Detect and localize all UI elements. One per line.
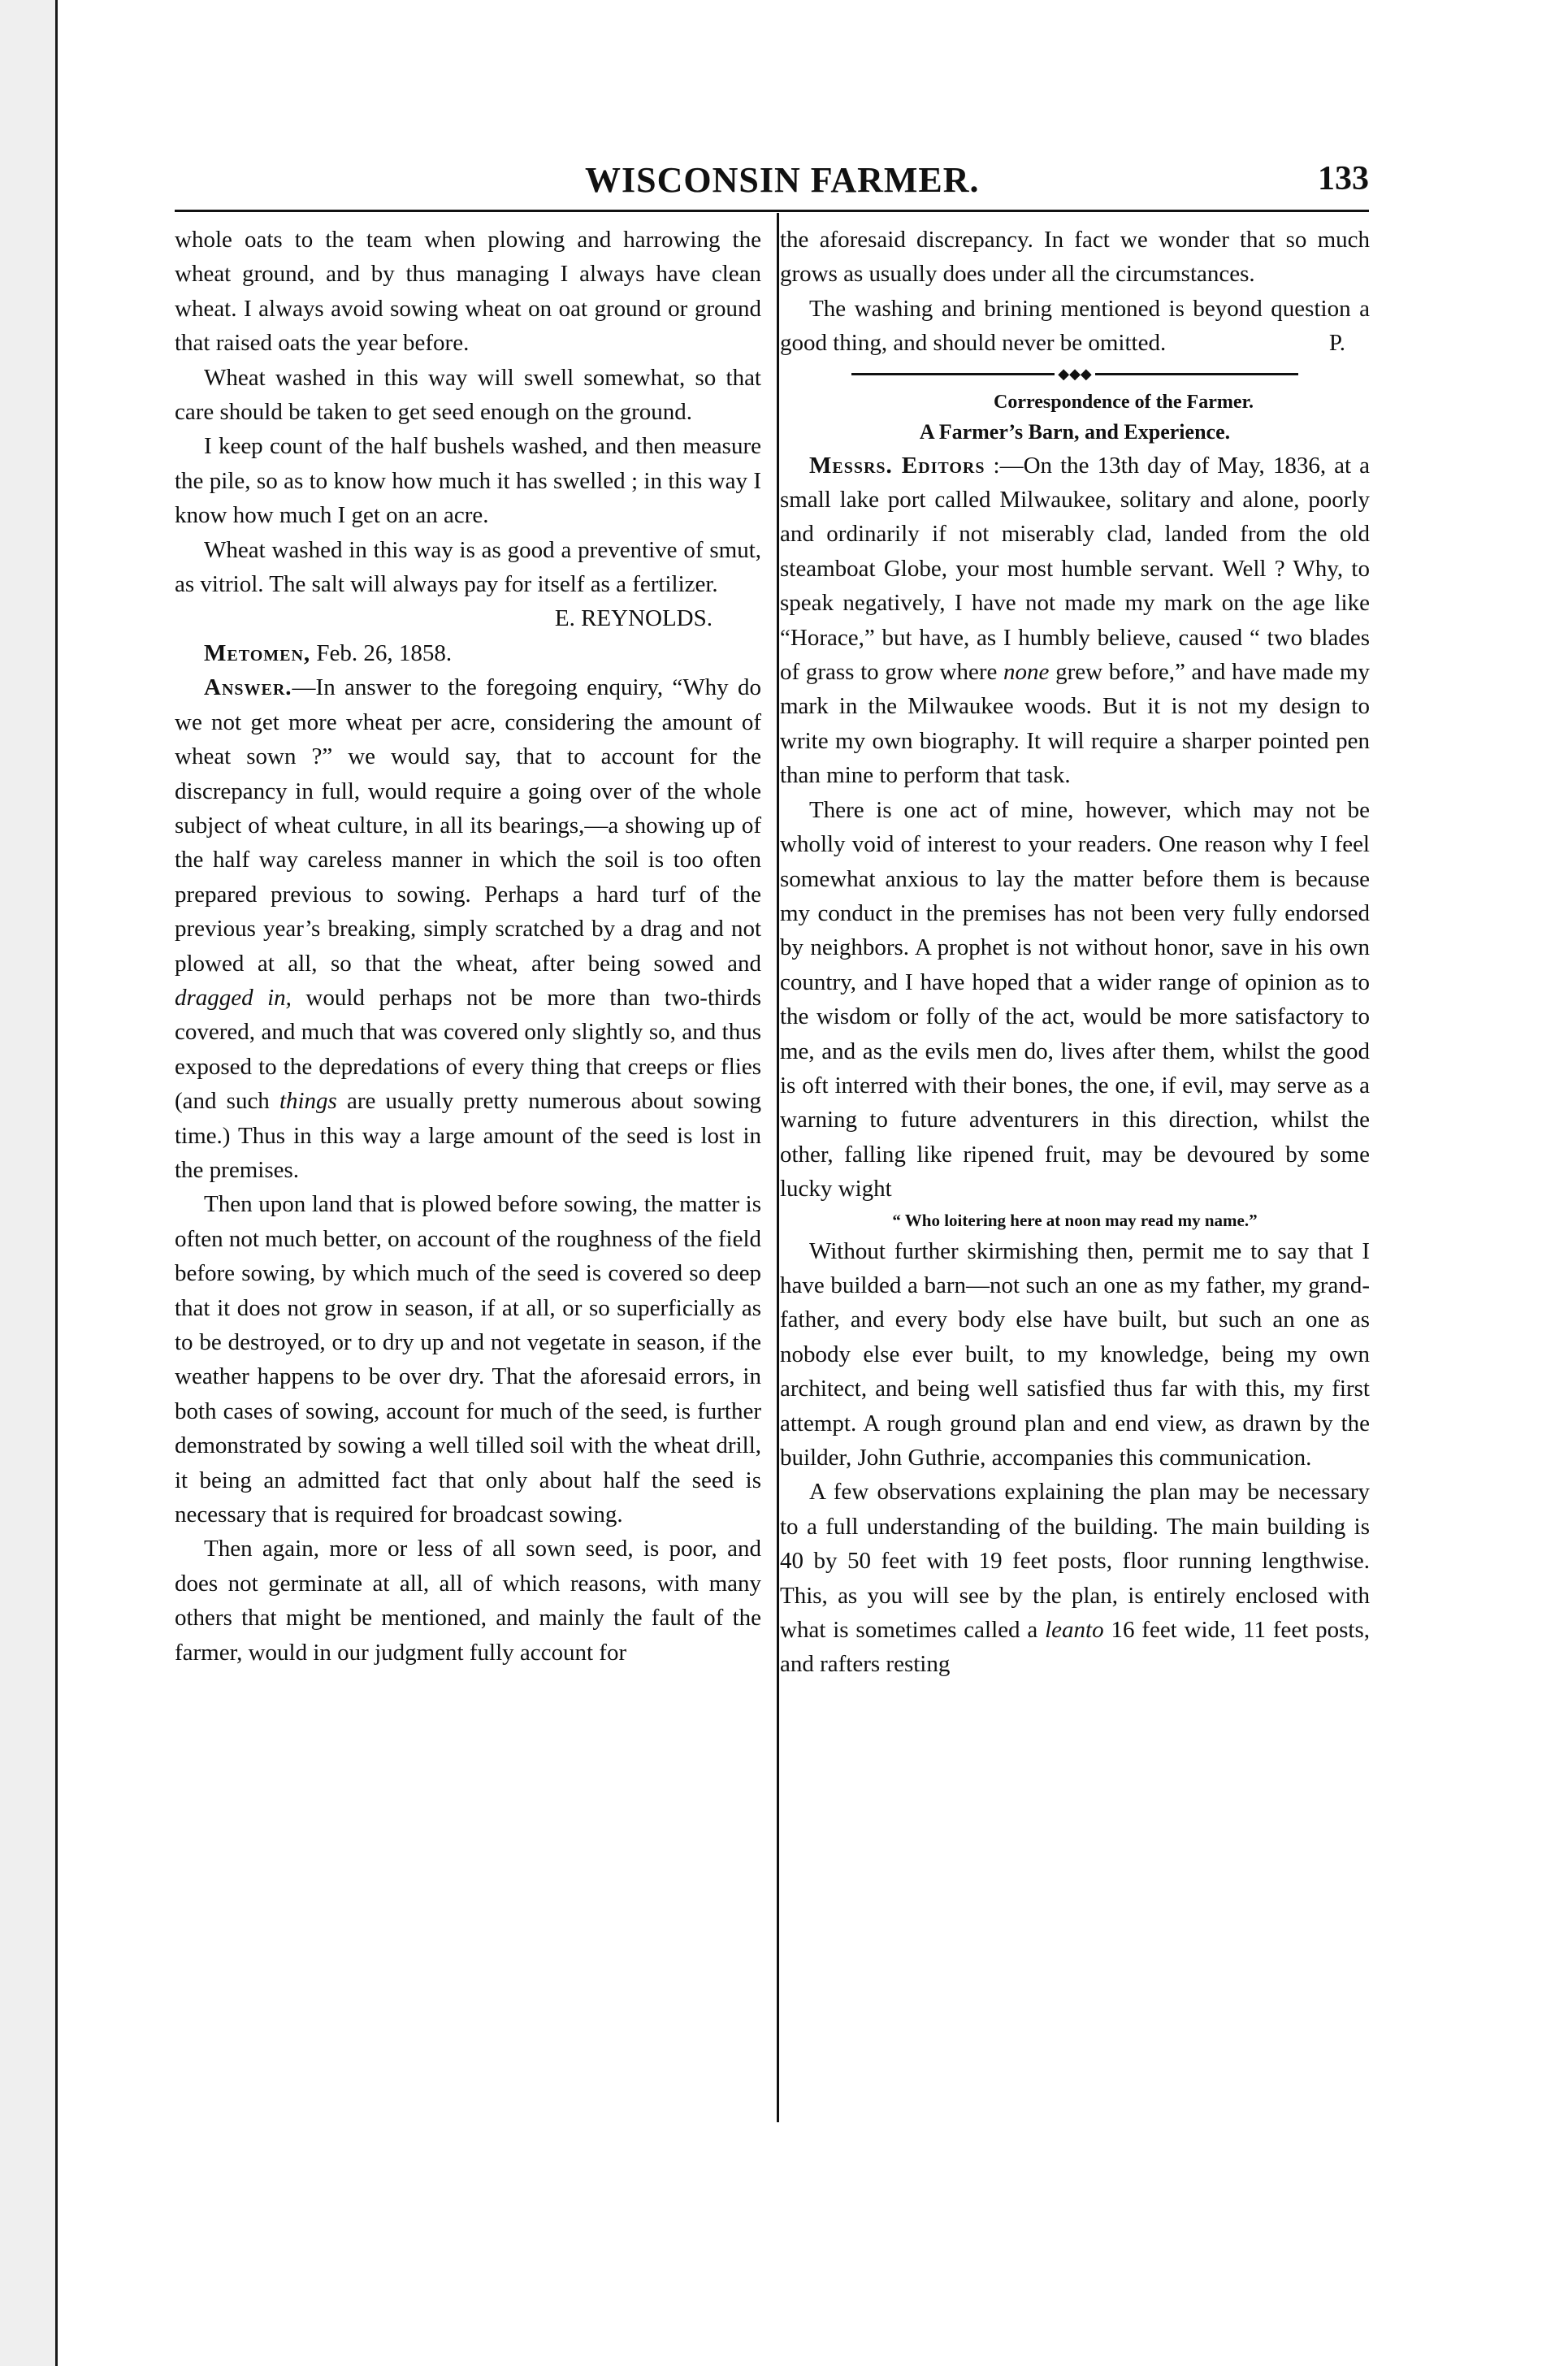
emphasis: leanto — [1045, 1617, 1104, 1644]
paragraph: the aforesaid discrepancy. In fact we wonder that so much grows as usually does under all the circumstances. — [780, 227, 1370, 288]
paragraph: whole oats to the team when plowing and harrowing the wheat ground, and by thus managing I always have clean wheat. I always avoid sowing wheat on oat ground or ground that raised oats the year before. — [175, 227, 761, 357]
paragraph: Without further skirmishing then, permit me to say that I have builded a barn—not such an one as my father, my grand-father, and every body else have built, but such an one as nobody else ever built, to my knowledge, being my own architect, and being well satisfied thus far with this, my first attempt. A rough ground plan and end view, as drawn by the builder, John Guthrie, accompanies this communication. — [780, 1237, 1370, 1471]
paragraph-text: A few observations explaining the plan may be necessary to a full understanding of the building. The main building is 40 by 50 feet with 19 feet posts, floor running lengthwise. This, as you will see by the plan, is entirely enclosed with what is sometimes called a — [780, 1479, 1370, 1644]
dateline-date: Feb. 26, 1858. — [310, 639, 453, 666]
paragraph: I keep count of the half bushels washed, and then measure the pile, so as to know how much it has swelled ; in this way I know how much I get on an acre. — [175, 433, 761, 529]
left-column — [175, 223, 761, 1670]
paragraph — [780, 1475, 1370, 1681]
paragraph: Then again, more or less of all sown seed, is poor, and does not germinate at all, all of which reasons, with many others that might be mentioned, and mainly the fault of the farmer, would in our judgment fully account for — [175, 1536, 761, 1666]
page-header — [175, 159, 1369, 202]
answer-emphasis: dragged in, — [175, 984, 292, 1011]
paragraph: Wheat washed in this way is as good a preventive of smut, as vitriol. The salt will always pay for itself as a fertilizer. — [175, 536, 761, 598]
paragraph-text: The washing and brining mentioned is beyond question a good thing, and should never be omitted. — [780, 295, 1370, 357]
separator-line — [1095, 373, 1298, 375]
paragraph — [780, 448, 1370, 793]
page-binding-edge — [0, 0, 58, 2366]
answer-text: would perhaps not be more than two-thirds covered, and much that was covered only slightly so, and thus exposed to the depredations of every thing that creeps or flies (and such — [175, 984, 762, 1115]
page-number: 133 — [1318, 160, 1369, 197]
answer-paragraph — [175, 670, 761, 1187]
separator-ornament: ◆◆◆ — [1058, 366, 1092, 383]
paragraph: There is one act of mine, however, which may not be wholly void of interest to your readers. One reason why I feel somewhat anxious to lay the matter before them is because my conduct in the premises has not been very fully endorsed by neighbors. A prophet is not without honor, save in his own country, and I have hoped that a wider range of opinion as to the wisdom or folly of the act, would be more satisfactory to me, and as the evils men do, lives after them, whilst the good is oft interred with their bones, the one, if evil, may serve as a warning to future adventurers in this direction, whilst the other, falling like ripened fruit, may be devoured by some lucky wight — [780, 796, 1370, 1202]
column-divider — [777, 213, 779, 2122]
paragraph-text: grew before,” and have made my mark in the Milwaukee woods. But it is not my design to write my own biography. It will require a sharper pointed pen than mine to perform that task. — [780, 659, 1370, 789]
answer-lead: Answer. — [204, 674, 292, 701]
paragraph: Wheat washed in this way will swell somewhat, so that care should be taken to get seed enough on the ground. — [175, 364, 761, 426]
dateline — [175, 636, 761, 670]
emphasis: none — [1003, 659, 1050, 686]
quotation: “ Who loitering here at noon may read my name.” — [892, 1210, 1258, 1230]
right-column — [780, 223, 1370, 1682]
answer-text: are usually pretty numerous about sowing time.) Thus in this way a large amount of the seed is lost in the premises. — [175, 1088, 761, 1183]
correspondence-heading: Correspondence of the Farmer. — [994, 391, 1254, 413]
section-separator — [780, 364, 1370, 385]
paragraph-text: :—On the 13th day of May, 1836, at a small lake port called Milwaukee, solitary and alone, poorly and ordinarily if not miserably clad, landed from the old steamboat Globe, your most humble servant. Well ? Why, to speak negatively, I have not made my mark on the age like “Horace,” but have, as I humbly believe, caused “ two blades of grass to grow where — [780, 452, 1370, 686]
running-title: WISCONSIN FARMER. — [585, 160, 980, 200]
article-title: A Farmer’s Barn, and Experience. — [919, 419, 1231, 444]
answer-emphasis: things — [279, 1088, 337, 1115]
paragraph: Then upon land that is plowed before sowing, the matter is often not much better, on account of the roughness of the field before sowing, by which much of the seed is covered so deep that it does not grow in season, if at all, or so superficially as to be destroyed, or to dry up and not vegetate in season, if the weather happens to be over dry. That the aforesaid errors, in both cases of sowing, account for much of the seed, is further demonstrated by sowing a well tilled soil with the wheat drill, it being an admitted fact that only about half the seed is necessary that is required for broadcast sowing. — [175, 1191, 762, 1528]
signature: E. REYNOLDS. — [554, 605, 713, 632]
separator-line — [851, 373, 1055, 375]
header-rule — [175, 210, 1369, 212]
dateline-place: Metomen, — [204, 639, 311, 666]
paragraph-text: 16 feet wide, 11 feet posts, and rafters resting — [780, 1617, 1371, 1678]
signature-initial: P. — [1328, 330, 1345, 357]
answer-text: —In answer to the foregoing enquiry, “Why do we not get more wheat per acre, considering the amount of wheat sown ?” we would say, that to account for the discrepancy in full, would require a going over of the whole subject of wheat culture, in all its bearings,—a showing up of the half way careless manner in which the soil is too often prepared previous to sowing. Perhaps a hard turf of the previous year’s breaking, simply scratched by a drag and not plowed at all, so that the wheat, after being sowed and — [175, 674, 761, 977]
salutation: Messrs. Editors — [809, 452, 985, 479]
paragraph — [780, 292, 1370, 361]
